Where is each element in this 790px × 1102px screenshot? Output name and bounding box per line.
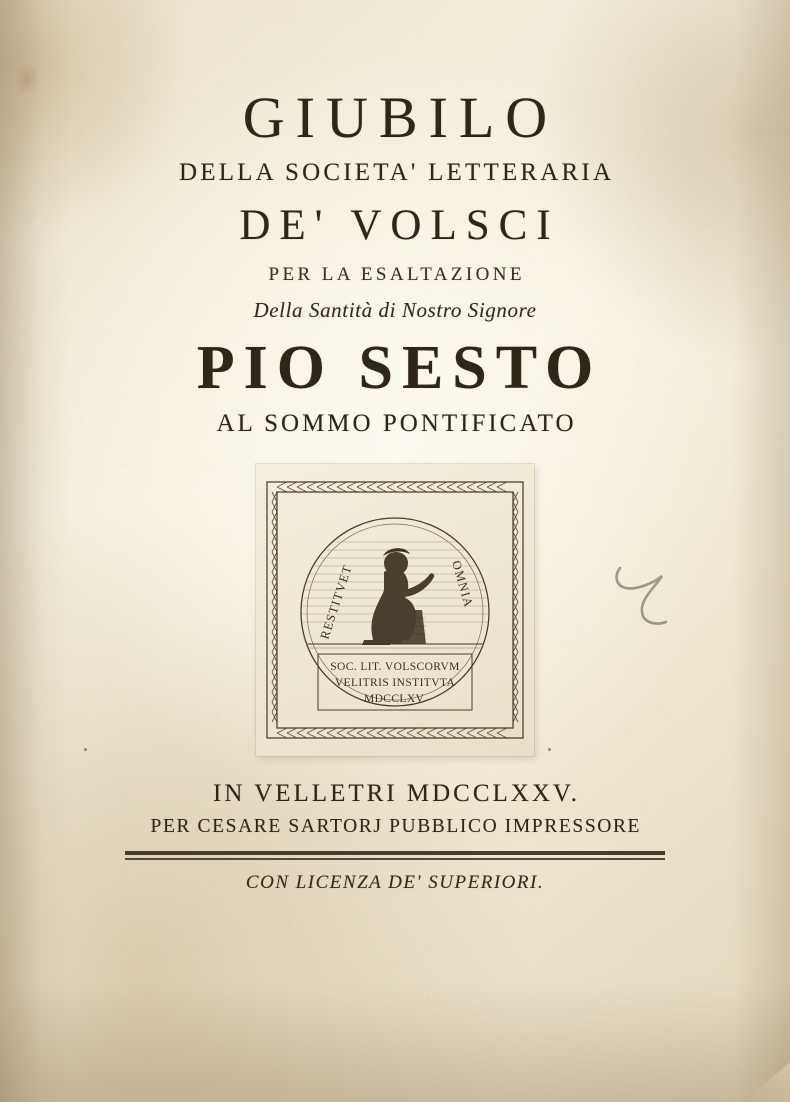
imprint-place-year: IN VELLETRI MDCCLXXV.	[213, 780, 580, 808]
emblem-inscription-line-3: MDCCLXV.	[363, 693, 427, 706]
corner-fold	[744, 1062, 790, 1102]
imprint-block	[0, 780, 790, 894]
bottom-shadow	[0, 982, 790, 1102]
dedication-line: Della Santità di Nostro Signore	[253, 298, 537, 323]
page-title-main: GIUBILO	[242, 85, 559, 150]
pontificate-line: AL SOMMO PONTIFICATO	[216, 410, 577, 438]
emblem-motto-left-label: RESTITVET	[317, 563, 355, 642]
title-type-block	[0, 85, 790, 894]
ornament-dot	[548, 748, 551, 751]
society-title: DE' VOLSCI	[239, 202, 560, 250]
occasion-line: PER LA ESALTAZIONE	[268, 264, 525, 286]
decorative-rule	[125, 851, 665, 860]
society-name: DELLA SOCIETA' LETTERARIA	[178, 159, 615, 187]
rule-thin	[125, 858, 665, 860]
pope-name: PIO SESTO	[196, 334, 603, 403]
emblem-artwork	[256, 464, 534, 756]
emblem-inscription-line-1: SOC. LIT. VOLSCORVM	[330, 661, 460, 674]
imprint-printer: PER CESARE SARTORJ PUBBLICO IMPRESSORE	[150, 816, 642, 838]
pencil-squiggle-annotation	[610, 560, 682, 640]
rule-thick	[125, 851, 665, 855]
emblem-inscription-line-2: VELITRIS INSTITVTA	[334, 677, 456, 690]
academy-device-vignette	[256, 464, 534, 756]
licence-note: CON LICENZA DE' SUPERIORI.	[245, 871, 545, 893]
emblem-motto-right-label: OMNIA	[449, 559, 476, 610]
ornament-dot	[84, 748, 87, 751]
